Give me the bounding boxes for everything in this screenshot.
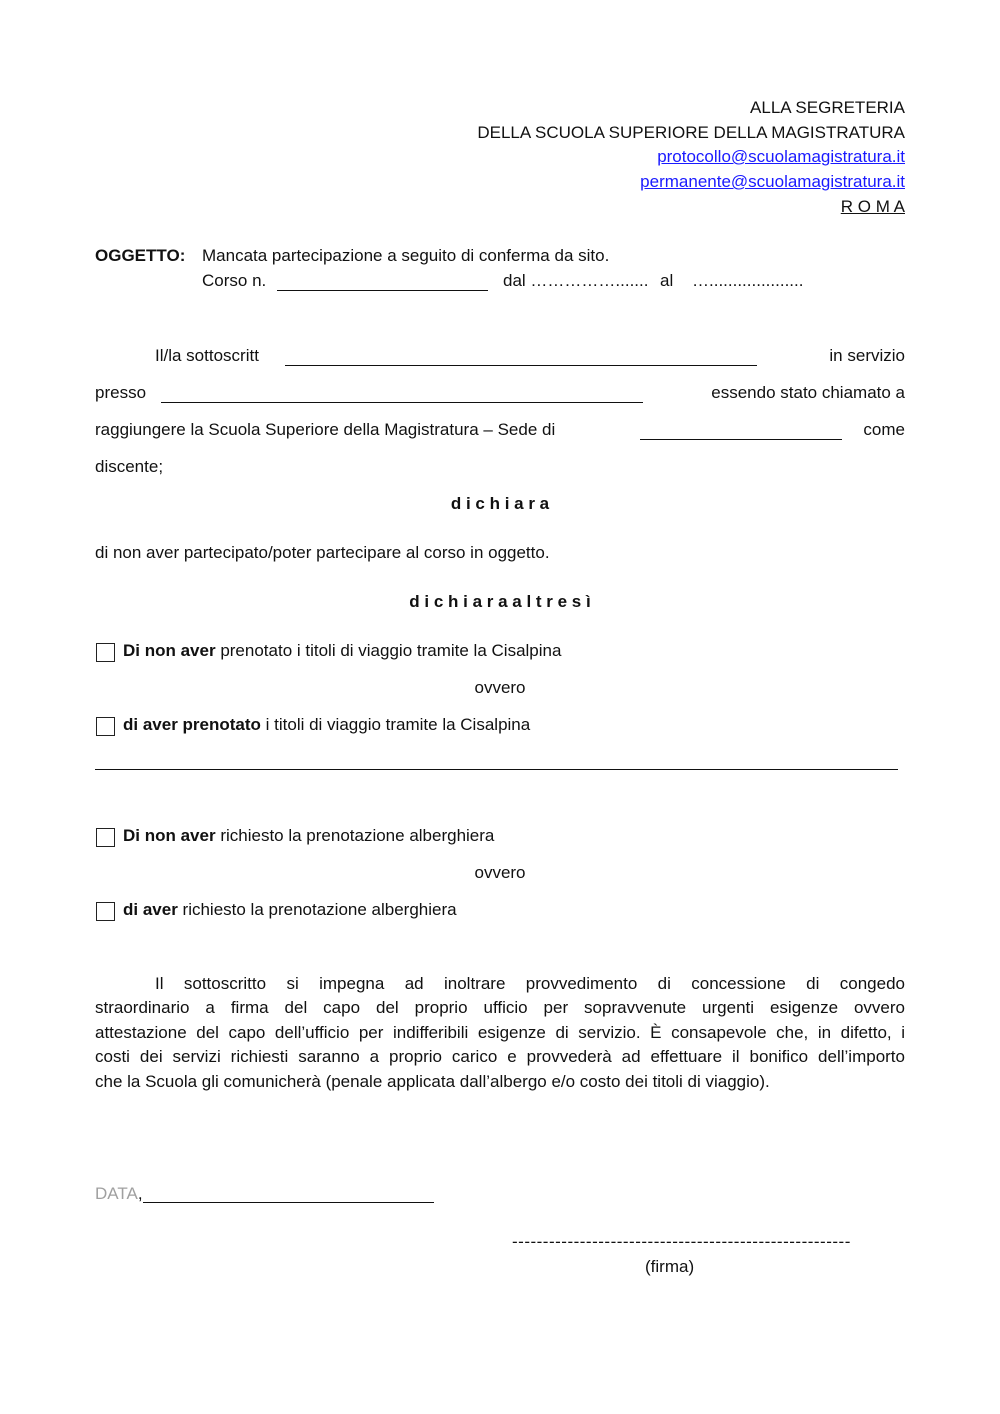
hotel-requested-rest: richiesto la prenotazione alberghiera	[177, 900, 457, 919]
email-permanente-link[interactable]: permanente@scuolamagistratura.it	[640, 172, 905, 191]
travel-booked-bold: di aver prenotato	[123, 715, 261, 734]
hotel-requested-checkbox[interactable]	[96, 902, 115, 921]
hotel-not-requested-label	[123, 826, 494, 846]
travel-booked-checkbox[interactable]	[96, 717, 115, 736]
undersigned-label: Il/la sottoscritt	[155, 346, 259, 365]
as-label: come	[863, 420, 905, 439]
hotel-not-requested-rest: richiesto la prenotazione alberghiera	[215, 826, 495, 845]
declares-also-heading: d i c h i a r a a l t r e s ì	[409, 592, 591, 611]
recipient-line-2: DELLA SCUOLA SUPERIORE DELLA MAGISTRATURA	[477, 123, 905, 142]
undersigned-name-field[interactable]	[285, 365, 757, 366]
or-separator-travel: ovvero	[474, 678, 526, 697]
commitment-line-2: straordinario a firma del capo del proprio ufficio per sopravvenute urgenti esigenze ovvero	[95, 998, 905, 1017]
course-to-label: al	[660, 271, 674, 290]
hotel-not-requested-bold: Di non aver	[123, 826, 216, 845]
subject-label: OGGETTO:	[95, 246, 186, 265]
recipient-line-1: ALLA SEGRETERIA	[750, 98, 905, 117]
seat-field[interactable]	[640, 439, 842, 440]
commitment-line-3: attestazione del capo dell’ufficio per indifferibili esigenze di servizio. È consapevole che, in difetto, i	[95, 1023, 905, 1042]
date-label-text: DATA	[95, 1184, 138, 1203]
course-from-label: dal …………….......	[503, 271, 649, 290]
travel-booked-label	[123, 715, 530, 735]
date-comma: ,	[137, 1184, 143, 1203]
signature-label: (firma)	[645, 1257, 695, 1276]
hotel-not-requested-checkbox[interactable]	[96, 828, 115, 847]
reach-school-label: raggiungere la Scuola Superiore della Magistratura – Sede di	[95, 420, 556, 439]
course-number-label: Corso n.	[202, 271, 267, 290]
travel-not-booked-bold: Di non aver	[123, 641, 216, 660]
section-divider	[95, 769, 898, 770]
presso-label: presso	[95, 383, 147, 402]
subject-text: Mancata partecipazione a seguito di conferma da sito.	[202, 246, 610, 265]
date-field[interactable]	[143, 1202, 434, 1203]
travel-not-booked-checkbox[interactable]	[96, 643, 115, 662]
commitment-line-4: costi dei servizi richiesti saranno a proprio carico e provvederà ad effettuare il bonifico dell’importo	[95, 1047, 905, 1066]
not-participated-text: di non aver partecipato/poter partecipare al corso in oggetto.	[95, 543, 550, 562]
recipient-city: R O M A	[840, 197, 905, 216]
travel-not-booked-label	[123, 641, 561, 661]
or-separator-hotel: ovvero	[474, 863, 526, 882]
course-number-field[interactable]	[277, 290, 488, 291]
called-label: essendo stato chiamato a	[711, 383, 905, 402]
signature-line[interactable]: -------------------------------------------------------	[512, 1232, 851, 1251]
date-label	[95, 1184, 143, 1204]
hotel-requested-label	[123, 900, 457, 920]
travel-booked-rest: i titoli di viaggio tramite la Cisalpina	[260, 715, 531, 734]
hotel-requested-bold: di aver	[123, 900, 178, 919]
in-service-label: in servizio	[829, 346, 905, 365]
declares-heading: d i c h i a r a	[450, 494, 550, 513]
email-protocollo-link[interactable]: protocollo@scuolamagistratura.it	[657, 147, 905, 166]
learner-label: discente;	[95, 457, 164, 476]
commitment-line-5: che la Scuola gli comunicherà (penale applicata dall’albergo e/o costo dei titoli di viaggio).	[95, 1072, 770, 1091]
course-to-field: …....................	[692, 271, 804, 290]
travel-not-booked-rest: prenotato i titoli di viaggio tramite la Cisalpina	[215, 641, 562, 660]
presso-field[interactable]	[161, 402, 643, 403]
commitment-line-1: Il sottoscritto si impegna ad inoltrare provvedimento di concessione di congedo	[155, 974, 905, 993]
